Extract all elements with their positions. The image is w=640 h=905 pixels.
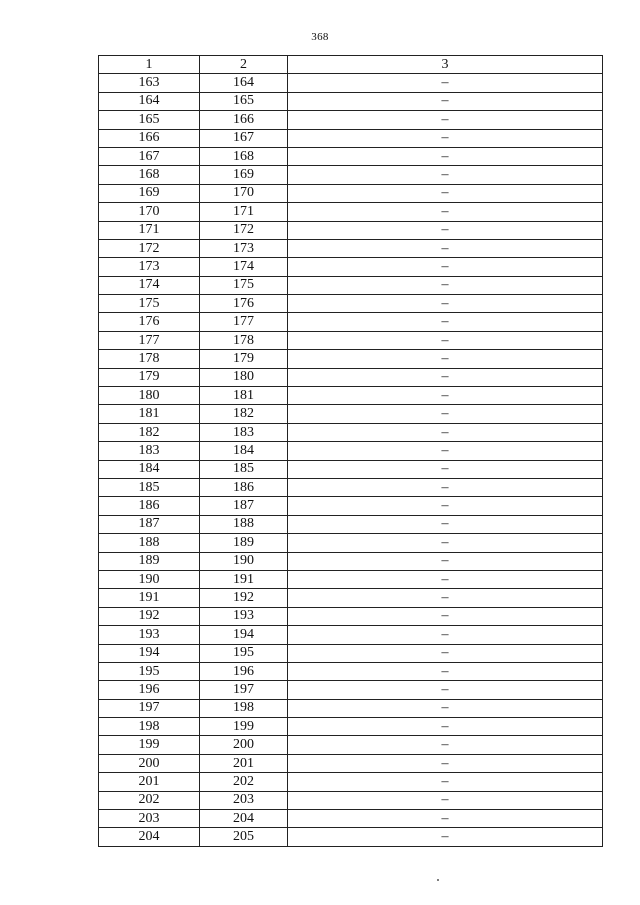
table-cell-col-2: 193: [200, 607, 288, 625]
table-cell-col-3: –: [288, 221, 603, 239]
table-cell-col-3: –: [288, 129, 603, 147]
table-row: [99, 478, 603, 496]
column-header-2: 2: [200, 56, 288, 74]
table-cell-col-2: 197: [200, 681, 288, 699]
table-cell-col-2: 194: [200, 626, 288, 644]
table-row: [99, 736, 603, 754]
table-cell-col-2: 180: [200, 368, 288, 386]
table-cell-col-1: 196: [99, 681, 200, 699]
table-cell-col-1: 170: [99, 203, 200, 221]
table-cell-col-3: –: [288, 368, 603, 386]
table-cell-col-3: –: [288, 534, 603, 552]
table-row: [99, 276, 603, 294]
table-cell-col-3: –: [288, 662, 603, 680]
table-row: [99, 405, 603, 423]
table-cell-col-2: 195: [200, 644, 288, 662]
table-cell-col-2: 189: [200, 534, 288, 552]
table-row: [99, 699, 603, 717]
table-cell-col-1: 177: [99, 331, 200, 349]
data-table: [98, 55, 603, 847]
table-cell-col-2: 171: [200, 203, 288, 221]
table-row: [99, 331, 603, 349]
table-cell-col-3: –: [288, 589, 603, 607]
table-cell-col-1: 174: [99, 276, 200, 294]
scan-speck: [437, 879, 439, 881]
table-row: [99, 534, 603, 552]
table-cell-col-3: –: [288, 791, 603, 809]
table-body: [99, 74, 603, 846]
table-cell-col-2: 177: [200, 313, 288, 331]
table-cell-col-3: –: [288, 681, 603, 699]
table-cell-col-3: –: [288, 239, 603, 257]
table-cell-col-3: –: [288, 607, 603, 625]
table-cell-col-3: –: [288, 350, 603, 368]
table-cell-col-3: –: [288, 166, 603, 184]
table-cell-col-1: 191: [99, 589, 200, 607]
table-cell-col-3: –: [288, 203, 603, 221]
header-row: [99, 56, 603, 74]
table-cell-col-1: 163: [99, 74, 200, 92]
table-cell-col-1: 194: [99, 644, 200, 662]
table-cell-col-1: 164: [99, 92, 200, 110]
table-cell-col-2: 204: [200, 810, 288, 828]
table-header: [99, 56, 603, 74]
table-row: [99, 718, 603, 736]
table-cell-col-1: 197: [99, 699, 200, 717]
table-row: [99, 203, 603, 221]
column-header-3: 3: [288, 56, 603, 74]
table-cell-col-2: 198: [200, 699, 288, 717]
table-cell-col-1: 165: [99, 111, 200, 129]
table-cell-col-3: –: [288, 331, 603, 349]
table-row: [99, 258, 603, 276]
table-row: [99, 681, 603, 699]
table-cell-col-1: 199: [99, 736, 200, 754]
table-cell-col-1: 180: [99, 387, 200, 405]
table-row: [99, 607, 603, 625]
page-number: 368: [311, 31, 329, 43]
table-row: [99, 810, 603, 828]
table-cell-col-2: 205: [200, 828, 288, 846]
table-row: [99, 662, 603, 680]
table-row: [99, 828, 603, 846]
table-cell-col-3: –: [288, 699, 603, 717]
table-cell-col-3: –: [288, 442, 603, 460]
table-cell-col-2: 175: [200, 276, 288, 294]
table-cell-col-2: 182: [200, 405, 288, 423]
table-cell-col-2: 196: [200, 662, 288, 680]
table-row: [99, 515, 603, 533]
table-cell-col-3: –: [288, 460, 603, 478]
table-cell-col-1: 198: [99, 718, 200, 736]
table-row: [99, 129, 603, 147]
table-cell-col-2: 174: [200, 258, 288, 276]
table-cell-col-1: 176: [99, 313, 200, 331]
table-cell-col-1: 183: [99, 442, 200, 460]
table-row: [99, 497, 603, 515]
table-cell-col-3: –: [288, 478, 603, 496]
table-row: [99, 570, 603, 588]
table-cell-col-1: 171: [99, 221, 200, 239]
table-cell-col-1: 195: [99, 662, 200, 680]
table-cell-col-1: 201: [99, 773, 200, 791]
table-row: [99, 74, 603, 92]
table-cell-col-2: 170: [200, 184, 288, 202]
table-row: [99, 423, 603, 441]
table-cell-col-3: –: [288, 515, 603, 533]
table-row: [99, 166, 603, 184]
table-cell-col-2: 191: [200, 570, 288, 588]
table-cell-col-2: 186: [200, 478, 288, 496]
table-cell-col-3: –: [288, 718, 603, 736]
table-cell-col-1: 203: [99, 810, 200, 828]
table-cell-col-2: 173: [200, 239, 288, 257]
table-row: [99, 92, 603, 110]
table-cell-col-2: 203: [200, 791, 288, 809]
table-row: [99, 295, 603, 313]
table-cell-col-2: 181: [200, 387, 288, 405]
table-cell-col-1: 200: [99, 754, 200, 772]
table-row: [99, 754, 603, 772]
table-cell-col-3: –: [288, 313, 603, 331]
table-cell-col-1: 178: [99, 350, 200, 368]
table-cell-col-2: 185: [200, 460, 288, 478]
table-cell-col-1: 167: [99, 147, 200, 165]
table-cell-col-3: –: [288, 552, 603, 570]
table-cell-col-2: 183: [200, 423, 288, 441]
table-cell-col-2: 168: [200, 147, 288, 165]
table-row: [99, 626, 603, 644]
table-cell-col-3: –: [288, 147, 603, 165]
table-cell-col-1: 173: [99, 258, 200, 276]
table-cell-col-3: –: [288, 92, 603, 110]
table-cell-col-3: –: [288, 644, 603, 662]
table-cell-col-3: –: [288, 570, 603, 588]
table-cell-col-2: 187: [200, 497, 288, 515]
table-row: [99, 184, 603, 202]
table-cell-col-2: 202: [200, 773, 288, 791]
table-cell-col-1: 190: [99, 570, 200, 588]
table-cell-col-2: 176: [200, 295, 288, 313]
table-cell-col-3: –: [288, 258, 603, 276]
table-row: [99, 147, 603, 165]
table-row: [99, 773, 603, 791]
table-cell-col-3: –: [288, 295, 603, 313]
table-cell-col-1: 172: [99, 239, 200, 257]
table-cell-col-1: 193: [99, 626, 200, 644]
table-cell-col-2: 184: [200, 442, 288, 460]
table-cell-col-1: 184: [99, 460, 200, 478]
table-cell-col-1: 187: [99, 515, 200, 533]
table-row: [99, 589, 603, 607]
table-cell-col-2: 166: [200, 111, 288, 129]
table-cell-col-3: –: [288, 387, 603, 405]
table-cell-col-1: 181: [99, 405, 200, 423]
table-row: [99, 368, 603, 386]
table-row: [99, 239, 603, 257]
table-cell-col-1: 192: [99, 607, 200, 625]
table-cell-col-1: 182: [99, 423, 200, 441]
table-cell-col-1: 202: [99, 791, 200, 809]
table-cell-col-2: 172: [200, 221, 288, 239]
table-row: [99, 313, 603, 331]
table-cell-col-2: 179: [200, 350, 288, 368]
table-cell-col-2: 188: [200, 515, 288, 533]
table-cell-col-3: –: [288, 74, 603, 92]
table-cell-col-3: –: [288, 423, 603, 441]
table-cell-col-1: 188: [99, 534, 200, 552]
table-row: [99, 791, 603, 809]
table-cell-col-2: 200: [200, 736, 288, 754]
table-cell-col-3: –: [288, 736, 603, 754]
table-cell-col-1: 186: [99, 497, 200, 515]
table-cell-col-2: 167: [200, 129, 288, 147]
table-cell-col-3: –: [288, 626, 603, 644]
table-cell-col-1: 168: [99, 166, 200, 184]
table-cell-col-1: 185: [99, 478, 200, 496]
table-row: [99, 442, 603, 460]
table-cell-col-3: –: [288, 184, 603, 202]
table-cell-col-2: 201: [200, 754, 288, 772]
table-cell-col-1: 166: [99, 129, 200, 147]
table-cell-col-2: 190: [200, 552, 288, 570]
table-row: [99, 350, 603, 368]
table-cell-col-1: 169: [99, 184, 200, 202]
table-cell-col-3: –: [288, 828, 603, 846]
table-cell-col-2: 192: [200, 589, 288, 607]
table-row: [99, 552, 603, 570]
table-cell-col-1: 179: [99, 368, 200, 386]
table-cell-col-2: 169: [200, 166, 288, 184]
table-cell-col-1: 175: [99, 295, 200, 313]
table-cell-col-3: –: [288, 497, 603, 515]
table-cell-col-3: –: [288, 405, 603, 423]
table-cell-col-3: –: [288, 754, 603, 772]
table-cell-col-3: –: [288, 773, 603, 791]
table-row: [99, 387, 603, 405]
table-row: [99, 221, 603, 239]
table-row: [99, 460, 603, 478]
table-cell-col-3: –: [288, 111, 603, 129]
table-cell-col-2: 178: [200, 331, 288, 349]
table-cell-col-1: 204: [99, 828, 200, 846]
table-cell-col-1: 189: [99, 552, 200, 570]
table-cell-col-2: 199: [200, 718, 288, 736]
table-cell-col-2: 165: [200, 92, 288, 110]
column-header-1: 1: [99, 56, 200, 74]
table-row: [99, 644, 603, 662]
table-cell-col-2: 164: [200, 74, 288, 92]
table-cell-col-3: –: [288, 276, 603, 294]
table-cell-col-3: –: [288, 810, 603, 828]
table-row: [99, 111, 603, 129]
